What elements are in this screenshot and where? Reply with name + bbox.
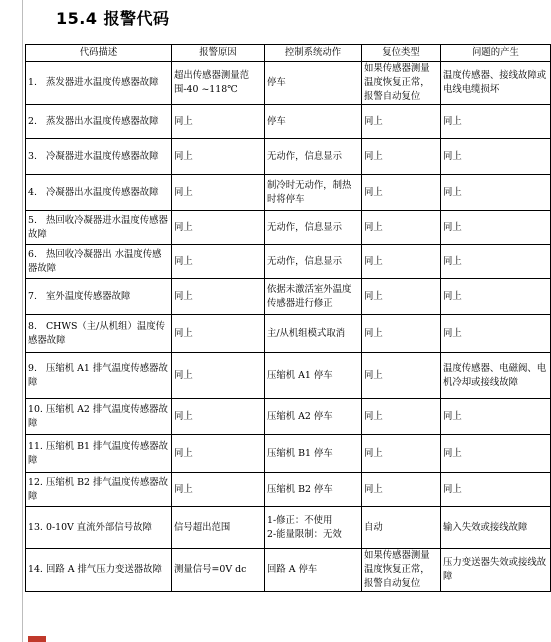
code-description: 压缩机 A1 排气温度传感器故障 bbox=[28, 362, 168, 388]
header-action: 控制系统动作 bbox=[265, 45, 362, 62]
issue-cause-cell: 同上 bbox=[441, 399, 551, 435]
reset-type-cell: 同上 bbox=[362, 105, 441, 139]
alarm-cause-cell: 同上 bbox=[172, 315, 265, 353]
table-row bbox=[26, 353, 551, 399]
code-description: 冷凝器进水温度传感器故障 bbox=[46, 150, 159, 162]
code-number: 5. bbox=[28, 214, 37, 226]
control-action-cell: 压缩机 A1 停车 bbox=[265, 353, 362, 399]
issue-cause-cell: 同上 bbox=[441, 279, 551, 315]
code-description: 压缩机 B1 排气温度传感器故障 bbox=[28, 440, 168, 466]
issue-cause-cell: 输入失效或接线故障 bbox=[441, 507, 551, 549]
alarm-cause-cell: 同上 bbox=[172, 105, 265, 139]
code-description: 回路 A 排气压力变送器故障 bbox=[46, 564, 162, 575]
code-description: 蒸发器出水温度传感器故障 bbox=[46, 115, 159, 127]
table-row bbox=[26, 175, 551, 211]
code-number: 6. bbox=[28, 248, 37, 260]
table-row bbox=[26, 245, 551, 279]
reset-type-cell: 同上 bbox=[362, 139, 441, 175]
code-description-cell bbox=[26, 211, 172, 245]
code-description: 蒸发器进水温度传感器故障 bbox=[46, 77, 159, 88]
code-number: 9. bbox=[28, 362, 37, 374]
code-description: 热回收冷凝器出 水温度传感器故障 bbox=[28, 248, 162, 274]
alarm-cause-cell: 同上 bbox=[172, 175, 265, 211]
code-description-cell bbox=[26, 279, 172, 315]
reset-type-cell: 自动 bbox=[362, 507, 441, 549]
code-description-cell bbox=[26, 105, 172, 139]
code-number: 1. bbox=[28, 77, 37, 88]
code-number: 13. bbox=[28, 521, 43, 533]
control-action-cell: 无动作，信息显示 bbox=[265, 139, 362, 175]
reset-type-cell: 同上 bbox=[362, 211, 441, 245]
header-issue: 问题的产生 bbox=[441, 45, 551, 62]
code-description: 室外温度传感器故障 bbox=[46, 290, 131, 302]
issue-cause-cell: 同上 bbox=[441, 211, 551, 245]
control-action-cell: 主/从机组模式取消 bbox=[265, 315, 362, 353]
code-description-cell bbox=[26, 175, 172, 211]
issue-cause-cell: 温度传感器、接线故障或电线电缆损坏 bbox=[441, 62, 551, 105]
code-description-cell bbox=[26, 353, 172, 399]
code-number: 10. bbox=[28, 403, 43, 415]
control-action-cell: 停车 bbox=[265, 62, 362, 105]
code-number: 4. bbox=[28, 186, 37, 198]
code-number: 8. bbox=[28, 320, 37, 332]
table-row bbox=[26, 399, 551, 435]
table-row bbox=[26, 473, 551, 507]
alarm-code-table bbox=[25, 44, 551, 592]
code-number: 12. bbox=[28, 476, 43, 488]
issue-cause-cell: 温度传感器、电磁阀、电机冷却或接线故障 bbox=[441, 353, 551, 399]
alarm-cause-cell: 同上 bbox=[172, 245, 265, 279]
reset-type-cell: 同上 bbox=[362, 435, 441, 473]
code-description-cell bbox=[26, 549, 172, 592]
control-action-cell: 无动作，信息显示 bbox=[265, 211, 362, 245]
page-marker bbox=[28, 636, 46, 642]
reset-type-cell: 同上 bbox=[362, 353, 441, 399]
issue-cause-cell: 同上 bbox=[441, 315, 551, 353]
issue-cause-cell: 压力变送器失效或接线故障 bbox=[441, 549, 551, 592]
code-number: 14. bbox=[28, 564, 43, 575]
table-row bbox=[26, 211, 551, 245]
alarm-cause-cell: 同上 bbox=[172, 139, 265, 175]
code-number: 11. bbox=[28, 440, 43, 452]
issue-cause-cell: 同上 bbox=[441, 139, 551, 175]
alarm-cause-cell: 同上 bbox=[172, 211, 265, 245]
control-action-cell: 回路 A 停车 bbox=[265, 549, 362, 592]
table-row bbox=[26, 549, 551, 592]
reset-type-cell: 同上 bbox=[362, 279, 441, 315]
code-description-cell bbox=[26, 473, 172, 507]
reset-type-cell: 同上 bbox=[362, 473, 441, 507]
alarm-cause-cell: 同上 bbox=[172, 279, 265, 315]
control-action-cell: 压缩机 B2 停车 bbox=[265, 473, 362, 507]
table-row bbox=[26, 62, 551, 105]
control-action-cell: 制冷时无动作，制热时将停车 bbox=[265, 175, 362, 211]
code-description-cell bbox=[26, 62, 172, 105]
code-description-cell bbox=[26, 507, 172, 549]
code-number: 7. bbox=[28, 290, 37, 302]
issue-cause-cell: 同上 bbox=[441, 435, 551, 473]
alarm-cause-cell: 超出传感器测量范围-40 ~118℃ bbox=[172, 62, 265, 105]
code-description-cell bbox=[26, 245, 172, 279]
table-row bbox=[26, 507, 551, 549]
alarm-cause-cell: 同上 bbox=[172, 435, 265, 473]
code-number: 2. bbox=[28, 115, 37, 127]
code-description-cell bbox=[26, 435, 172, 473]
control-action-cell: 依据未激活室外温度传感器进行修正 bbox=[265, 279, 362, 315]
control-action-cell: 无动作，信息显示 bbox=[265, 245, 362, 279]
page-margin-line bbox=[22, 0, 23, 642]
code-description-cell bbox=[26, 139, 172, 175]
alarm-cause-cell: 信号超出范围 bbox=[172, 507, 265, 549]
header-cause: 报警原因 bbox=[172, 45, 265, 62]
alarm-cause-cell: 同上 bbox=[172, 473, 265, 507]
code-description: CHWS（主/从机组）温度传感器故障 bbox=[28, 320, 165, 346]
control-action-cell: 压缩机 B1 停车 bbox=[265, 435, 362, 473]
code-description: 压缩机 A2 排气温度传感器故障 bbox=[28, 403, 168, 429]
code-description-cell bbox=[26, 315, 172, 353]
table-row bbox=[26, 435, 551, 473]
reset-type-cell: 同上 bbox=[362, 315, 441, 353]
reset-type-cell: 同上 bbox=[362, 245, 441, 279]
code-description-cell bbox=[26, 399, 172, 435]
code-description: 热回收冷凝器进水温度传感器故障 bbox=[28, 214, 168, 240]
table-row bbox=[26, 279, 551, 315]
code-number: 3. bbox=[28, 150, 37, 162]
header-description: 代码描述 bbox=[26, 45, 172, 62]
alarm-cause-cell: 同上 bbox=[172, 353, 265, 399]
issue-cause-cell: 同上 bbox=[441, 245, 551, 279]
alarm-cause-cell: 同上 bbox=[172, 399, 265, 435]
section-title: 15.4 报警代码 bbox=[56, 9, 170, 28]
control-action-cell: 压缩机 A2 停车 bbox=[265, 399, 362, 435]
table-header-row bbox=[26, 45, 551, 62]
header-reset-type: 复位类型 bbox=[362, 45, 441, 62]
table-row bbox=[26, 105, 551, 139]
issue-cause-cell: 同上 bbox=[441, 105, 551, 139]
code-description: 冷凝器出水温度传感器故障 bbox=[46, 186, 159, 198]
control-action-cell: 停车 bbox=[265, 105, 362, 139]
reset-type-cell: 同上 bbox=[362, 175, 441, 211]
table-body bbox=[26, 62, 551, 592]
code-description: 0-10V 直流外部信号故障 bbox=[46, 521, 152, 533]
reset-type-cell: 如果传感器测量温度恢复正常，报警自动复位 bbox=[362, 549, 441, 592]
table-row bbox=[26, 139, 551, 175]
code-description: 压缩机 B2 排气温度传感器故障 bbox=[28, 476, 168, 502]
reset-type-cell: 如果传感器测量温度恢复正常，报警自动复位 bbox=[362, 62, 441, 105]
table-row bbox=[26, 315, 551, 353]
reset-type-cell: 同上 bbox=[362, 399, 441, 435]
issue-cause-cell: 同上 bbox=[441, 473, 551, 507]
issue-cause-cell: 同上 bbox=[441, 175, 551, 211]
alarm-cause-cell: 测量信号=0V dc bbox=[172, 549, 265, 592]
control-action-cell: 1-修正：不使用 2-能量限制：无效 bbox=[265, 507, 362, 549]
